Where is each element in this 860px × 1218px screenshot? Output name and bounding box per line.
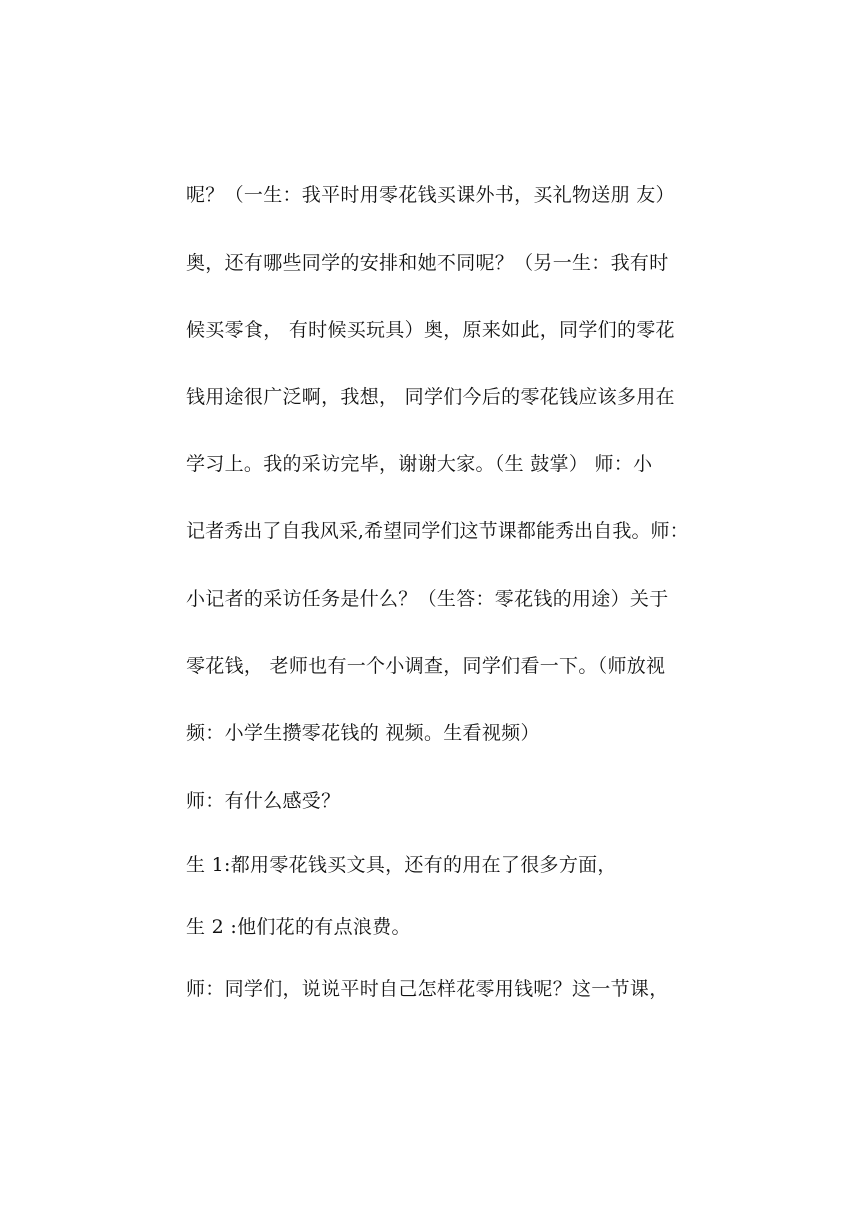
text-line-4: 钱用途很广泛啊，我想， 同学们今后的零花钱应该多用在 [186, 386, 675, 408]
text-line-1: 呢？（一生：我平时用零花钱买课外书，买礼物送朋 友） [186, 184, 675, 206]
text-line-7: 小记者的采访任务是什么？（生答：零花钱的用途）关于 [186, 588, 669, 610]
text-line-8: 零花钱， 老师也有一个小调查，同学们看一下。（师放视 [186, 655, 666, 677]
text-line-5: 学习上。我的采访完毕，谢谢大家。（生 鼓掌） 师：小 [186, 453, 653, 475]
text-line-9: 频：小学生攒零花钱的 视频。生看视频） [186, 722, 540, 744]
text-line-3: 候买零食， 有时候买玩具）奥，原来如此，同学们的零花 [186, 319, 675, 341]
text-line-2: 奥，还有哪些同学的安排和她不同呢？（另一生：我有时 [186, 252, 669, 274]
text-line-6: 记者秀出了自我风采,希望同学们这节课都能秀出自我。师： [186, 520, 689, 542]
text-line-11: 生 1:都用零花钱买文具，还有的用在了很多方面， [186, 854, 617, 876]
text-line-12: 生 2 :他们花的有点浪费。 [186, 916, 411, 938]
text-line-10: 师：有什么感受？ [186, 790, 341, 812]
text-line-13: 师：同学们，说说平时自己怎样花零用钱呢？这一节课， [186, 978, 669, 1000]
